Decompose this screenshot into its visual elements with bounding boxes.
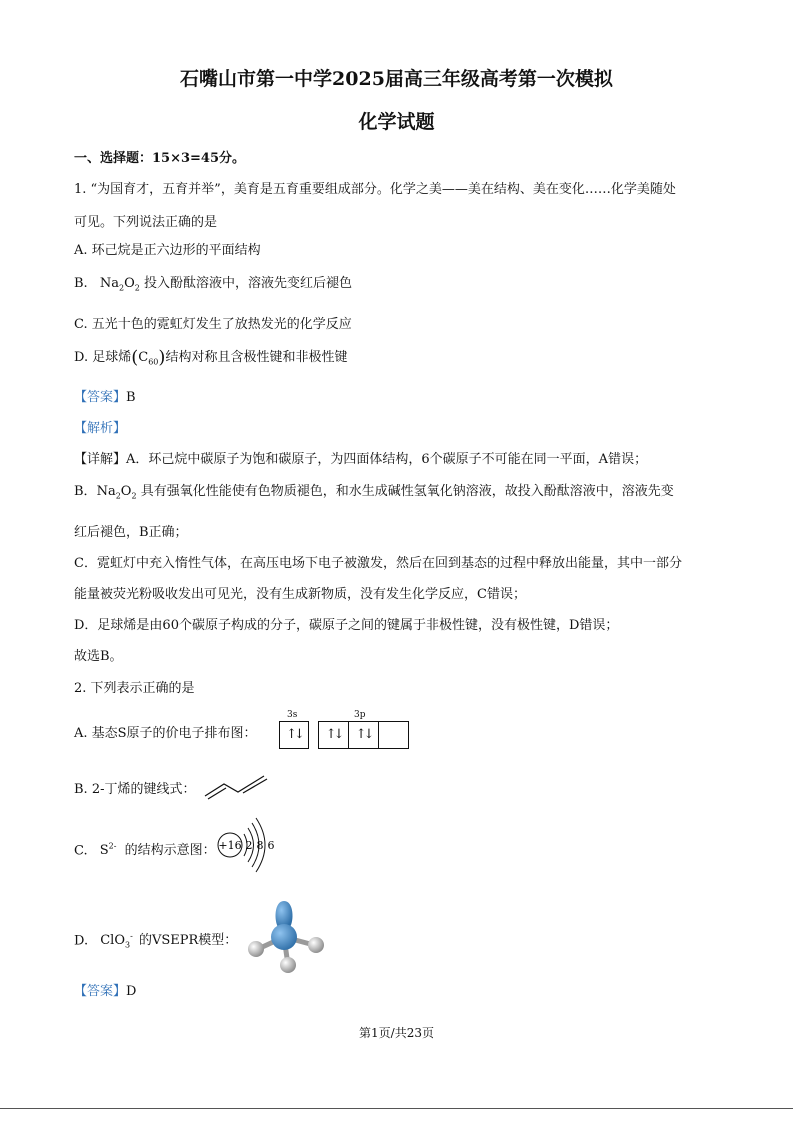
q2-option-c: C. $S^{2-}$ 的结构示意图： (74, 842, 216, 859)
q1-option-d: D. 足球烯$(C_{60})$结构对称且含极性键和非极性键 (74, 347, 348, 368)
vsepr-model-image (238, 895, 330, 975)
q1-option-d-text: 结构对称且含极性键和非极性键 (165, 350, 348, 365)
q1-option-a: A. 环己烷是正六边形的平面结构 (74, 243, 261, 258)
sulfide-ion-formula: $S^{2-}$ (99, 842, 117, 859)
q1-detail-b: B．$Na_2O_2$ 具有强氧化性能使有色物质褪色，和水生成碱性氢氧化钠溶液，故投入酚酞溶液中，溶液先变 (74, 484, 674, 501)
q1-detail-a: 【详解】A．环己烷中碳原子为饱和碳原子，为四面体结构，6个碳原子不可能在同一平面，A错误； (74, 452, 648, 467)
q1-stem-line2: 可见。下列说法正确的是 (74, 215, 218, 230)
shell-count: 8 (256, 839, 264, 852)
na2o2-formula: $Na_2O_2$ (96, 484, 137, 501)
q2-answer (74, 983, 136, 1001)
bottom-divider (0, 1108, 793, 1109)
analysis-label: 【解析】 (74, 421, 127, 436)
chlorate-ion-formula: ClO$_3$- (100, 932, 133, 950)
q2-option-a: A. 基态S原子的价电子排布图： (74, 726, 257, 741)
na2o2-formula: $Na_2O_2$ (99, 276, 140, 293)
orbital-cell: ↑↓ (286, 727, 302, 742)
q1-option-b-prefix: B. (74, 276, 88, 291)
c60-formula: $C_{60}$ (138, 350, 159, 367)
q1-detail-c1: C．霓虹灯中充入惰性气体，在高压电场下电子被激发，然后在回到基态的过程中释放出能量，其中一部分 (74, 556, 682, 571)
q2-option-b: B. 2-丁烯的键线式： (74, 782, 196, 797)
orbital-3s-label: 3s (287, 710, 298, 720)
q2-option-d: D. ClO$_3$- 的VSEPR模型： (74, 932, 238, 950)
q1-option-c: C. 五光十色的霓虹灯发生了放热发光的化学反应 (74, 317, 352, 332)
q1-stem-line1: 1. “为国育才，五育并举”，美育是五育重要组成部分。化学之美——美在结构、美在变化……化学美随处 (74, 182, 676, 197)
answer-value: D (126, 984, 137, 999)
page-title: 石嘴山市第一中学2025届高三年级高考第一次模拟 (180, 68, 613, 90)
orbital-cell: ↑↓ (349, 722, 379, 748)
q1-answer (74, 389, 136, 407)
answer-label: 【答案】 (74, 390, 127, 405)
nucleus-label: +16 (218, 839, 242, 852)
orbital-3p-box (318, 721, 409, 749)
section-heading: 一、选择题：15×3=45分。 (74, 151, 246, 166)
orbital-cell (379, 722, 408, 748)
q1-option-b (74, 275, 352, 298)
q1-option-d-prefix: D. 足球烯 (74, 350, 132, 365)
butene-skeletal-diagram (202, 772, 272, 800)
atomic-structure-diagram (214, 815, 284, 875)
detail-label: 【详解】 (74, 452, 127, 467)
q1-conclusion: 故选B。 (74, 649, 123, 664)
shell-count: 6 (267, 839, 275, 852)
orbital-3p-label: 3p (354, 710, 366, 720)
page-number: 第1页/共23页 (359, 1026, 434, 1040)
orbital-cell: ↑↓ (319, 722, 349, 748)
shell-count: 2 (245, 839, 253, 852)
q2-stem: 2. 下列表示正确的是 (74, 681, 195, 696)
orbital-3s-box (279, 721, 309, 749)
answer-value: B (126, 390, 136, 405)
q1-option-b-text: 投入酚酞溶液中，溶液先变红后褪色 (143, 276, 352, 291)
q1-detail-d: D．足球烯是由60个碳原子构成的分子，碳原子之间的键属于非极性键，没有极性键，D错误； (74, 618, 619, 633)
page-subtitle: 化学试题 (358, 111, 435, 133)
q1-detail-b-cont: 红后褪色，B正确； (74, 525, 188, 540)
q1-detail-c2: 能量被荧光粉吸收发出可见光，没有生成新物质，没有发生化学反应，C错误； (74, 587, 526, 602)
answer-label: 【答案】 (74, 984, 127, 999)
